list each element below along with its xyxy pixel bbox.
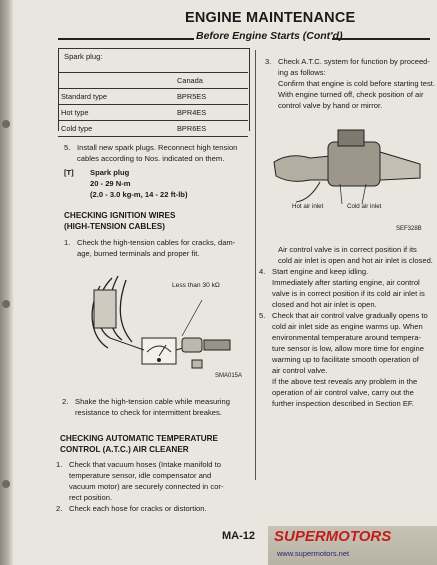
- section-heading: (HIGH-TENSION CABLES): [64, 222, 165, 231]
- cable-terminal: [204, 340, 230, 350]
- paragraph-line: cold air inlet is open and hot air inlet is closed.: [278, 256, 433, 265]
- step-line: Confirm that engine is cold before starting test.: [278, 79, 436, 88]
- step-line: Shake the high-tension cable while measuring: [75, 397, 230, 406]
- step-line: operation of air control valve, carry out the: [272, 388, 414, 397]
- vacuum-motor: [338, 130, 364, 146]
- table-row: [58, 105, 248, 121]
- binder-hole: [2, 300, 10, 308]
- hose: [296, 182, 320, 202]
- step-line: cables according to Nos. indicated on them.: [77, 154, 225, 163]
- step-line: closed and hot air inlet is open.: [272, 300, 377, 309]
- step-number: 4.: [259, 267, 266, 276]
- section-heading: CHECKING IGNITION WIRES: [64, 211, 176, 220]
- binder-edge: [0, 0, 14, 565]
- table-cell: BPR6ES: [174, 121, 248, 137]
- subtitle-rule-left: [58, 38, 194, 40]
- step-line: Check the high-tension cables for cracks, dam-: [77, 238, 236, 247]
- step-line: air control valve.: [272, 366, 328, 375]
- torque-value-alt: (2.0 - 3.0 kg-m, 14 - 22 ft-lb): [90, 190, 188, 199]
- table-cell: Cold type: [58, 121, 174, 137]
- table-cell: BPR5ES: [174, 89, 248, 105]
- step-line: Immediately after starting engine, air control: [272, 278, 420, 287]
- step-line: control valve by hand or mirror.: [278, 101, 383, 110]
- step-number: 2.: [62, 397, 69, 406]
- step-line: vacuum motor) are securely connected in cor-: [69, 482, 224, 491]
- torque-wrench-icon: [T]: [64, 168, 74, 177]
- subtitle-rule-right: [332, 38, 430, 40]
- table-row: [58, 121, 248, 137]
- torque-item: Spark plug: [90, 168, 130, 177]
- figure-label-cold: Cold air inlet: [347, 203, 382, 210]
- watermark-url[interactable]: www.supermotors.net: [277, 549, 350, 558]
- step-number: 2.: [56, 504, 63, 513]
- step-line: valve is in correct position if its cold air inlet is: [272, 289, 425, 298]
- step-line: With engine turned off, check position of air: [278, 90, 424, 99]
- step-number: 3.: [265, 57, 272, 66]
- figure-code: SEF328B: [396, 226, 422, 232]
- figure-label-hot: Hot air inlet: [292, 203, 324, 210]
- table-cell: Standard type: [58, 89, 174, 105]
- step-line: ing as follows:: [278, 68, 326, 77]
- step-line: If the above test reveals any problem in the: [272, 377, 418, 386]
- step-line: Check that vacuum hoses (Intake manifold to: [69, 460, 221, 469]
- table-row: [58, 89, 248, 105]
- step-line: further inspection described in Section EF.: [272, 399, 414, 408]
- figure-label: Less than 30 kΩ: [172, 282, 220, 289]
- section-heading: CONTROL (A.T.C.) AIR CLEANER: [60, 445, 189, 454]
- torque-value: 20 - 29 N-m: [90, 179, 131, 188]
- step-number: 1.: [64, 238, 71, 247]
- step-line: ture sensor is low, allow more time for engine: [272, 344, 424, 353]
- page-number: MA-12: [222, 530, 256, 542]
- callout-line: [340, 184, 342, 204]
- figure-code: SMA015A: [215, 373, 243, 379]
- step-line: temperature sensor, idle compensator and: [69, 471, 212, 480]
- binder-hole: [2, 480, 10, 488]
- step-line: Check A.T.C. system for function by proceed-: [278, 57, 430, 66]
- distributor-cap: [94, 290, 116, 328]
- step-line: age, burned terminals and proper fit.: [77, 249, 200, 258]
- binder-hole: [2, 120, 10, 128]
- table-cell: BPR4ES: [174, 105, 248, 121]
- spark-plug-table: [58, 72, 248, 137]
- cold-air-duct: [380, 152, 420, 180]
- step-number: 5.: [259, 311, 266, 320]
- table-cell: Hot type: [58, 105, 174, 121]
- air-control-valve: [328, 142, 380, 186]
- step-line: Check each hose for cracks or distortion.: [69, 504, 207, 513]
- step-number: 1.: [56, 460, 63, 469]
- spark-plug-end: [192, 360, 202, 368]
- page-title: ENGINE MAINTENANCE: [185, 10, 356, 26]
- step-line: Install new spark plugs. Reconnect high tension: [77, 143, 238, 152]
- step-line: Start engine and keep idling.: [272, 267, 369, 276]
- step-line: cold air inlet side as engine warms up. When: [272, 322, 423, 331]
- callout-line: [182, 300, 202, 336]
- meter-knob: [157, 358, 161, 362]
- step-line: Check that air control valve gradually opens to: [272, 311, 428, 320]
- cable-end: [182, 338, 202, 352]
- watermark-brand: SUPERMOTORS: [274, 528, 392, 545]
- column-divider: [255, 50, 256, 480]
- step-line: rect position.: [69, 493, 113, 502]
- page-subtitle: Before Engine Starts (Cont'd): [196, 30, 343, 42]
- step-line: warming up to facilitate smooth operation of: [272, 355, 419, 364]
- section-heading: CHECKING AUTOMATIC TEMPERATURE: [60, 434, 218, 443]
- ohmmeter-figure: [82, 268, 252, 388]
- step-line: environmental temperature around tempera-: [272, 333, 422, 342]
- step-line: resistance to check for intermittent breakes.: [75, 408, 222, 417]
- spark-plug-label: Spark plug:: [64, 52, 103, 61]
- step-number: 5.: [64, 143, 71, 152]
- paragraph-line: Air control valve is in correct position if its: [278, 245, 417, 254]
- table-column-header: Canada: [174, 73, 248, 89]
- table-row: [58, 73, 248, 89]
- hot-air-duct: [274, 156, 330, 182]
